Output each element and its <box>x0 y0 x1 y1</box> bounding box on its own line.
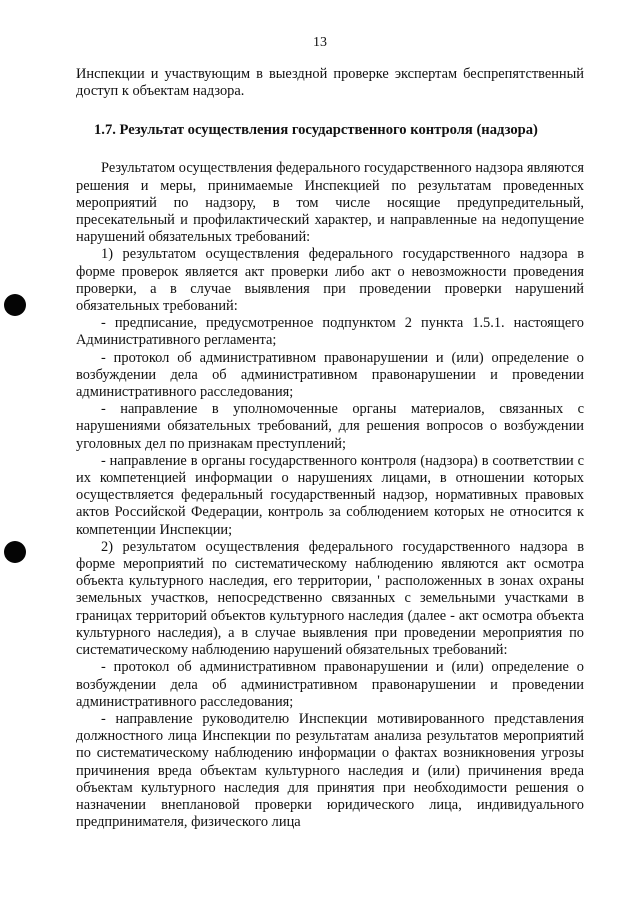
list-item: - предписание, предусмотренное подпунктом 2 пункта 1.5.1. настоящего Административного регламента; <box>76 315 584 349</box>
list-item: - направление руководителю Инспекции мотивированного представления должностного лица Инспекции по результатам анализа результатов мероприятий по систематическому наблюдению информации о фактах возникновения угрозы причинения вреда объектам культурного наследия и (или) причинения вреда объектам культурного наследия для принятия при необходимости решения о назначении внеплановой проверки юридического лица, индивидуального предпринимателя, физического лица <box>76 710 584 831</box>
page-number: 13 <box>313 35 327 50</box>
list-item: - протокол об административном правонарушении и (или) определение о возбуждении дела об административном правонарушении и проведении административного расследования; <box>76 659 584 710</box>
punch-hole <box>4 541 26 563</box>
paragraph: Результатом осуществления федерального государственного надзора являются решения и меры, принимаемые Инспекцией по результатам проведенных мероприятий по надзору, в том числе носящие предупредительный, пресекательный и профилактический характер, и направленные на недопущение нарушений обязательных требований: <box>76 160 584 246</box>
paragraph: Инспекции и участвующим в выездной проверке экспертам беспрепятственный доступ к объектам надзора. <box>76 66 584 100</box>
list-item: - направление в органы государственного контроля (надзора) в соответствии с их компетенцией информации о нарушениях лицами, в отношении которых осуществляется федеральный государственный надзор, нормативных правовых актов Российской Федерации, контроль за соблюдением которых не относится к компетенции Инспекции; <box>76 452 584 538</box>
list-item: - направление в уполномоченные органы материалов, связанных с нарушениями обязательных требований, для решения вопросов о возбуждении уголовных дел по признакам преступлений; <box>76 401 584 452</box>
paragraph: 2) результатом осуществления федерального государственного надзора в форме мероприятий по систематическому наблюдению являются акт осмотра объекта культурного наследия, его территории, ' расположенных в зонах охраны земельных участков, непосредственно связанных с земельными участками в границах территорий объектов культурного наследия (далее - акт осмотра объекта культурного наследия), а в случае выявления при проведении мероприятия по систематическому наблюдению нарушений обязательных требований: <box>76 538 584 659</box>
paragraph: 1) результатом осуществления федерального государственного надзора в форме проверок является акт проверки либо акт о невозможности проведения проверки, а в случае выявления при проведении проверки нарушений обязательных требований: <box>76 246 584 315</box>
section-heading: 1.7. Результат осуществления государственного контроля (надзора) <box>94 122 538 139</box>
punch-hole <box>4 294 26 316</box>
list-item: - протокол об административном правонарушении и (или) определение о возбуждении дела об административном правонарушении и проведении административного расследования; <box>76 349 584 401</box>
document-body <box>76 66 584 831</box>
